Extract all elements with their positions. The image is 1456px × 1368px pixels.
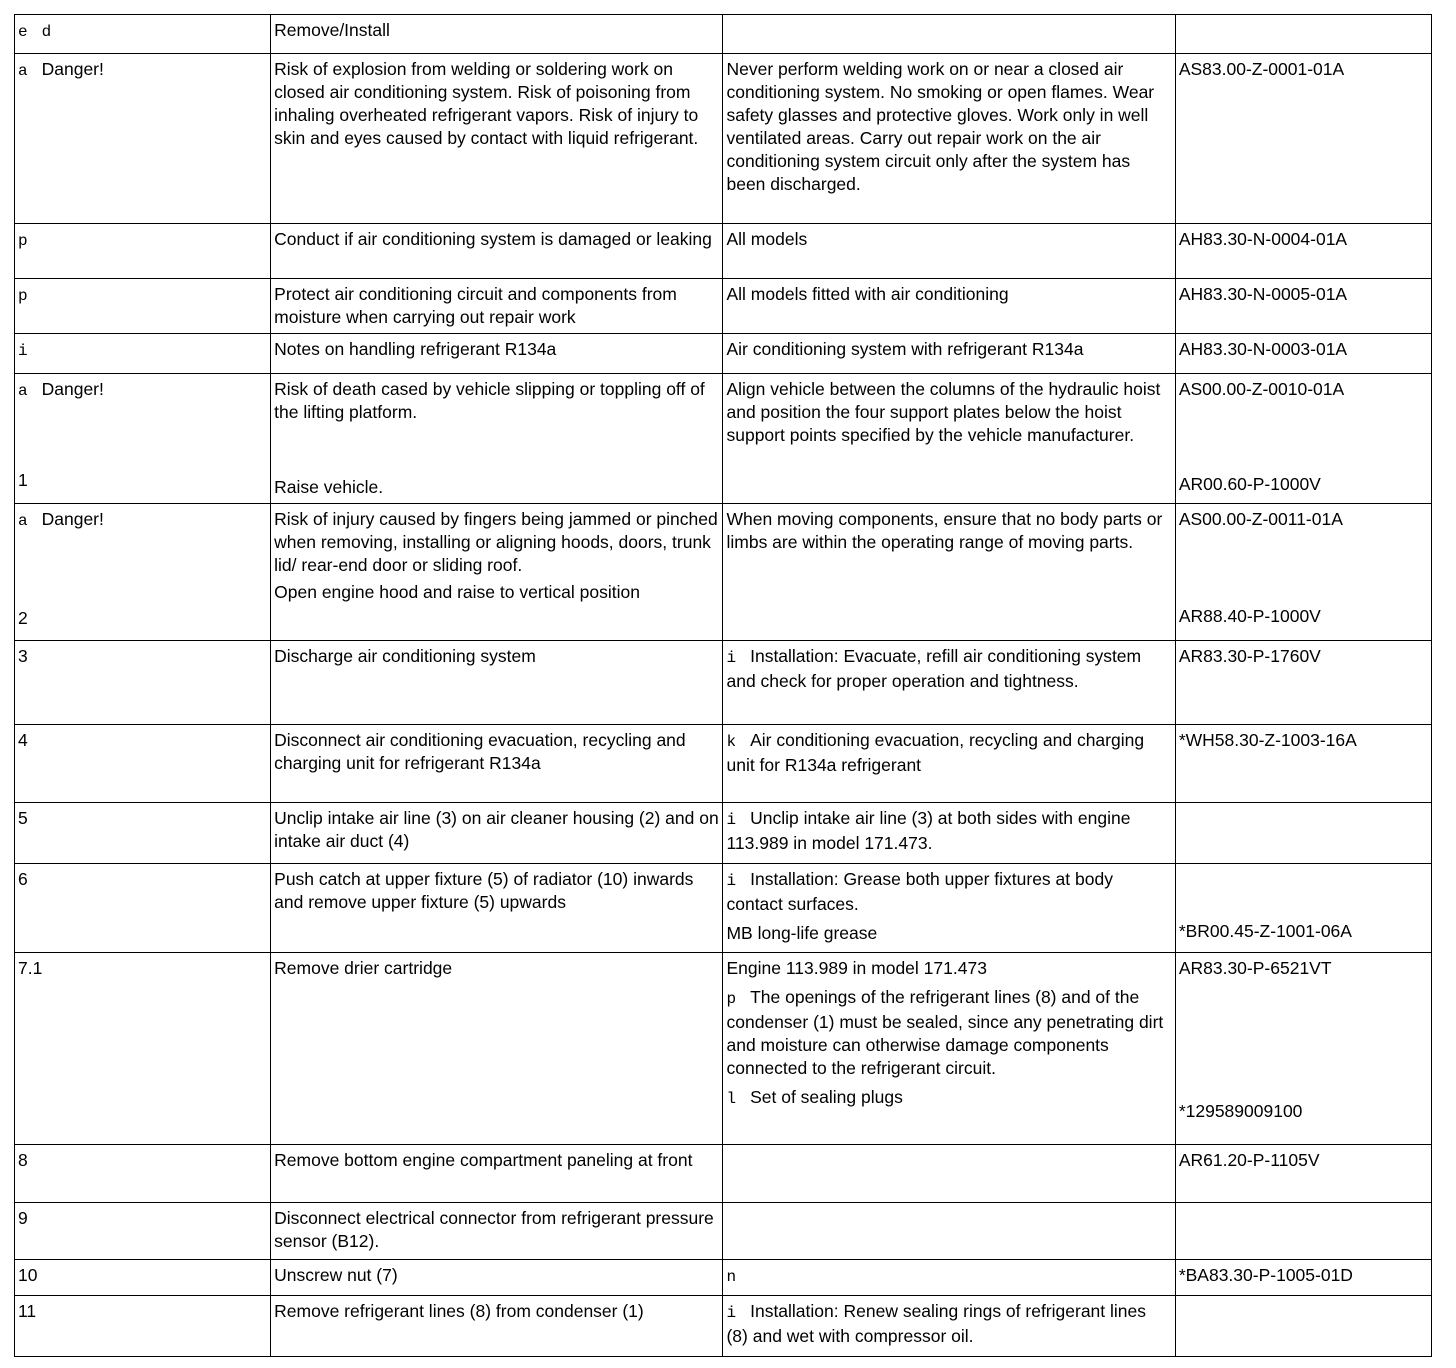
- caution-icon: p: [726, 990, 737, 1008]
- step-number: 5: [15, 803, 271, 864]
- document-reference: AH83.30-N-0003-01A: [1175, 334, 1431, 374]
- table-row: [15, 504, 1432, 641]
- step-number: 10: [15, 1260, 271, 1296]
- table-row: [15, 1296, 1432, 1357]
- step-text: Remove bottom engine compartment paneling at front: [271, 1145, 723, 1203]
- document-reference: AS83.00-Z-0001-01A: [1175, 54, 1431, 224]
- document-reference: AH83.30-N-0004-01A: [1175, 224, 1431, 279]
- header-title: Remove/Install: [271, 15, 723, 54]
- table-row: [15, 1145, 1432, 1203]
- step-text: Remove refrigerant lines (8) from condenser (1): [271, 1296, 723, 1357]
- danger-icon: a: [18, 62, 28, 80]
- step-number: 3: [15, 641, 271, 725]
- applicability: Engine 113.989 in model 171.473: [726, 958, 987, 978]
- part-number: *129589009100: [1178, 1101, 1303, 1121]
- table-row: [15, 1203, 1432, 1260]
- item-note: Set of sealing plugs: [750, 1087, 903, 1107]
- table-row: [15, 279, 1432, 334]
- document-reference: AR83.30-P-1760V: [1175, 641, 1431, 725]
- step-text: Discharge air conditioning system: [271, 641, 723, 725]
- info-icon: i: [726, 872, 737, 890]
- step-number: 7.1: [15, 953, 271, 1145]
- table-row: [15, 334, 1432, 374]
- step-text: Notes on handling refrigerant R134a: [271, 334, 723, 374]
- note-icon: p: [18, 287, 28, 305]
- caution-note: The openings of the refrigerant lines (8) and of the condenser (1) must be sealed, since any penetrating dirt and moisture can otherwise damage components connected to the refrigerant circuit.: [726, 987, 1164, 1078]
- danger-label: Danger!: [41, 59, 104, 79]
- table-row: [15, 224, 1432, 279]
- danger-text: Risk of death cased by vehicle slipping or toppling off of the lifting platform.: [274, 379, 705, 422]
- document-reference: *BA83.30-P-1005-01D: [1175, 1260, 1431, 1296]
- document-reference: AH83.30-N-0005-01A: [1175, 279, 1431, 334]
- step-text: Remove drier cartridge: [271, 953, 723, 1145]
- document-reference: AS00.00-Z-0011-01A: [1178, 509, 1343, 529]
- step-reference: AR00.60-P-1000V: [1178, 474, 1321, 494]
- procedure-table: [14, 14, 1432, 1357]
- danger-text: Risk of explosion from welding or soldering work on closed air conditioning system. Risk of poisoning from inhaling overheated refrigerant vapors. Risk of injury to skin and eyes caused by contact with liquid refrigerant.: [271, 54, 723, 224]
- document-reference: AS00.00-Z-0010-01A: [1178, 379, 1345, 399]
- info-icon: i: [726, 1304, 737, 1322]
- step-text: Disconnect air conditioning evacuation, recycling and charging unit for refrigerant R134a: [271, 725, 723, 803]
- document-reference: AR83.30-P-6521VT: [1178, 958, 1332, 978]
- info-icon: i: [726, 811, 737, 829]
- step-number: 11: [15, 1296, 271, 1357]
- item-icon: l: [726, 1090, 737, 1108]
- installation-note: Installation: Evacuate, refill air conditioning system and check for proper operation and tightness.: [726, 646, 1142, 691]
- table-row: [15, 1260, 1432, 1296]
- remove-icon: e: [18, 23, 28, 41]
- step-text: Unclip intake air line (3) on air cleaner housing (2) and on intake air duct (4): [271, 803, 723, 864]
- step-text: Open engine hood and raise to vertical position: [274, 582, 640, 602]
- danger-icon: a: [18, 382, 28, 400]
- step-number: 4: [15, 725, 271, 803]
- header-symbol-cell: [15, 15, 271, 54]
- document-reference: *WH58.30-Z-1003-16A: [1175, 725, 1431, 803]
- step-text: Unscrew nut (7): [271, 1260, 723, 1296]
- document-reference: [1175, 803, 1431, 864]
- torque-icon: n: [726, 1268, 737, 1286]
- danger-label: Danger!: [41, 379, 104, 399]
- tool-note: Air conditioning evacuation, recycling and charging unit for R134a refrigerant: [726, 730, 1145, 775]
- step-number: 6: [15, 864, 271, 953]
- table-row: [15, 641, 1432, 725]
- install-icon: d: [41, 23, 52, 41]
- info-note: Unclip intake air line (3) at both sides with engine 113.989 in model 171.473.: [726, 808, 1131, 853]
- danger-label: Danger!: [41, 509, 104, 529]
- note-icon: p: [18, 232, 28, 250]
- step-text: Raise vehicle.: [274, 477, 384, 497]
- info-icon: i: [18, 342, 28, 360]
- table-row: [15, 725, 1432, 803]
- step-number: 1: [18, 470, 28, 490]
- applicability: All models fitted with air conditioning: [723, 279, 1175, 334]
- tool-icon: k: [726, 733, 737, 751]
- step-reference: AR88.40-P-1000V: [1178, 606, 1321, 626]
- applicability: Air conditioning system with refrigerant R134a: [723, 334, 1175, 374]
- table-row: [15, 864, 1432, 953]
- safety-measure: Align vehicle between the columns of the hydraulic hoist and position the four support plates below the hoist support points specified by the vehicle manufacturer.: [723, 374, 1175, 504]
- step-number: 2: [18, 608, 28, 628]
- installation-note: Installation: Renew sealing rings of refrigerant lines (8) and wet with compressor oil.: [726, 1301, 1146, 1346]
- info-icon: i: [726, 649, 737, 667]
- step-text: Disconnect electrical connector from refrigerant pressure sensor (B12).: [271, 1203, 723, 1260]
- danger-icon: a: [18, 512, 28, 530]
- step-text: Push catch at upper fixture (5) of radiator (10) inwards and remove upper fixture (5) upwards: [271, 864, 723, 953]
- table-row: [15, 374, 1432, 504]
- step-number: 9: [15, 1203, 271, 1260]
- step-text: Protect air conditioning circuit and components from moisture when carrying out repair work: [271, 279, 723, 334]
- grease-note: MB long-life grease: [726, 923, 878, 943]
- header-row: [15, 15, 1432, 54]
- table-row: [15, 54, 1432, 224]
- table-row: [15, 803, 1432, 864]
- safety-measure: Never perform welding work on or near a closed air conditioning system. No smoking or open flames. Wear safety glasses and protective gloves. Work only in well ventilated areas. Carry out repair work on the air conditioning system circuit only after the system has been discharged.: [723, 54, 1175, 224]
- step-number: 8: [15, 1145, 271, 1203]
- document-reference: *BR00.45-Z-1001-06A: [1178, 921, 1352, 941]
- applicability: All models: [723, 224, 1175, 279]
- safety-measure: When moving components, ensure that no body parts or limbs are within the operating range of moving parts.: [723, 504, 1175, 641]
- table-row: [15, 953, 1432, 1145]
- document-reference: AR61.20-P-1105V: [1175, 1145, 1431, 1203]
- installation-note: Installation: Grease both upper fixtures at body contact surfaces.: [726, 869, 1113, 914]
- danger-text: Risk of injury caused by fingers being jammed or pinched when removing, installing or aligning hoods, doors, trunk lid/ rear-end door or sliding roof.: [274, 509, 718, 575]
- step-text: Conduct if air conditioning system is damaged or leaking: [271, 224, 723, 279]
